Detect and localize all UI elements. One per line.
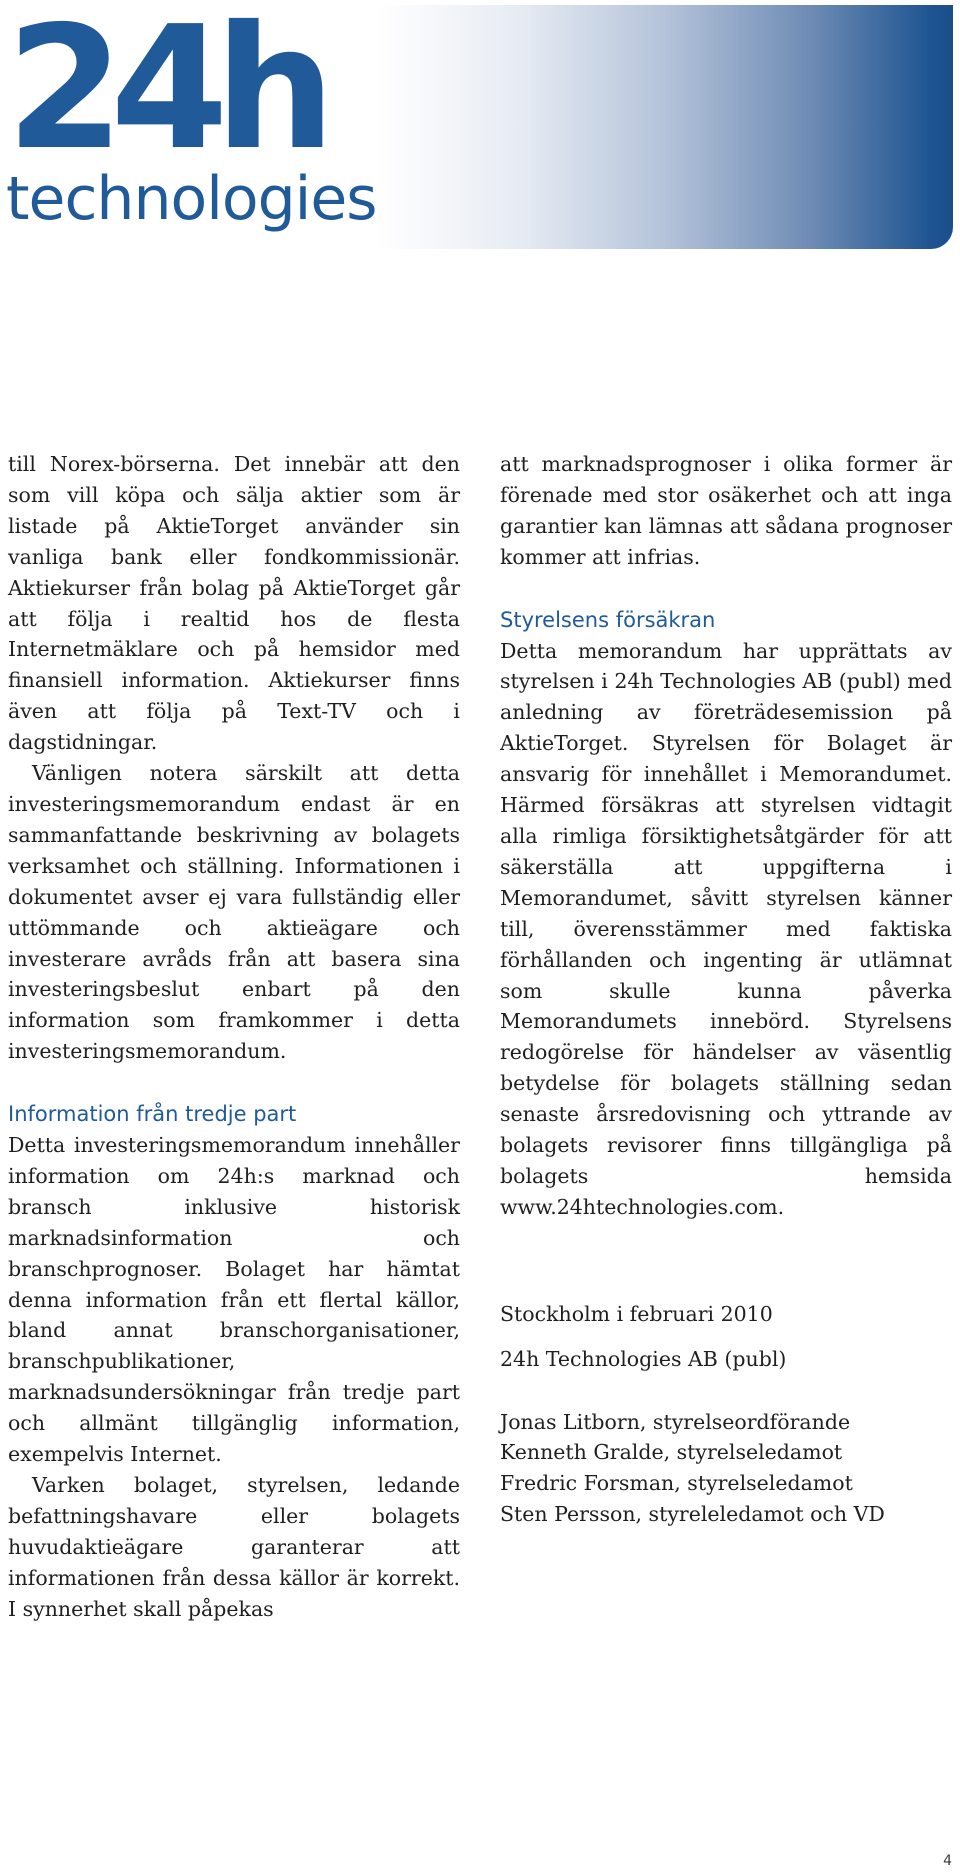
signatory: Fredric Forsman, styrelseledamot xyxy=(500,1471,853,1496)
paragraph-board-assurance: Detta memorandum har upprättats av styrelsen i 24h Technologies AB (publ) med anledning av företrädesemission på AktieTorget. Styrelsen för Bolaget är ansvarig för innehållet i Memorandumet. Härmed försäkras att styrelsen vidtagit alla rimliga försiktighetsåtgärder för att säkerställa att uppgifterna i Memorandumet, såvitt styrelsen känner till, överensstämmer med faktiska förhållanden och ingenting är utlämnat som skulle kunna påverka Memorandumets innebörd. Styrelsens redogörelse för händelser av väsentlig betydelse för bolagets ställning sedan senaste årsredovisning och yttrande av bolagets revisorer finns tillgängliga på bolagets hemsida www.24htechnologies.com. xyxy=(500,638,952,1219)
paragraph-third-party-sources: Detta investeringsmemorandum innehåller information om 24h:s marknad och bransch inklusive historisk marknadsinformation och branschprognoser. Bolaget har hämtat denna information från ett flertal källor, bland annat branschorganisationer, branschpublikationer, marknadsundersökningar från tredje part och allmänt tillgänglig information, exempelvis Internet. xyxy=(8,1133,460,1467)
place-and-date: Stockholm i februari 2010 xyxy=(500,1301,773,1326)
spacer xyxy=(500,573,952,605)
paragraph-no-guarantee: Varken bolaget, styrelsen, ledande befattningshavare eller bolagets huvudaktieägare garanterar att informationen från dessa källor är korrekt. I synnerhet skall påpekas xyxy=(8,1473,460,1621)
page-number: 4 xyxy=(943,1853,952,1869)
paragraph-notice: Vänligen notera särskilt att detta investeringsmemorandum endast är en sammanfattande beskrivning av bolagets verksamhet och ställning. Informationen i dokumentet avser ej vara fullständig eller uttömmande och aktieägare och investerare avråds från att basera sina investeringsbeslut enbart på den information som framkommer i detta investeringsmemorandum. xyxy=(8,761,460,1064)
section-heading-board-assurance: Styrelsens försäkran xyxy=(500,607,716,632)
spacer xyxy=(500,1330,952,1344)
signatory: Kenneth Gralde, styrelseledamot xyxy=(500,1440,843,1465)
spacer xyxy=(500,1375,952,1407)
company-name: 24h Technologies AB (publ) xyxy=(500,1346,787,1371)
company-logo xyxy=(6,0,377,234)
logo-wordmark: technologies xyxy=(6,164,377,234)
spacer xyxy=(500,1223,952,1299)
signatory: Jonas Litborn, styrelseordförande xyxy=(500,1409,851,1434)
paragraph-forecasts: att marknadsprognoser i olika former är förenade med stor osäkerhet och att inga garantier kan lämnas att sådana prognoser kommer att infrias. xyxy=(500,452,952,569)
right-column xyxy=(500,449,952,1530)
logo-mark: 24h xyxy=(6,0,322,188)
spacer xyxy=(8,1067,460,1099)
paragraph-norex: till Norex-börserna. Det innebär att den som vill köpa och sälja aktier som är listade på AktieTorget använder sin vanliga bank eller fondkommissionär. Aktiekurser från bolag på AktieTorget går att följa i realtid hos de flesta Internetmäklare och på hemsidor med finansiell information. Aktiekurser finns även att följa på Text-TV och i dagstidningar. xyxy=(8,452,460,755)
left-column xyxy=(8,449,460,1625)
section-heading-third-party: Information från tredje part xyxy=(8,1102,297,1127)
header-gradient-band xyxy=(378,5,953,249)
signatory: Sten Persson, styreleledamot och VD xyxy=(500,1502,885,1527)
